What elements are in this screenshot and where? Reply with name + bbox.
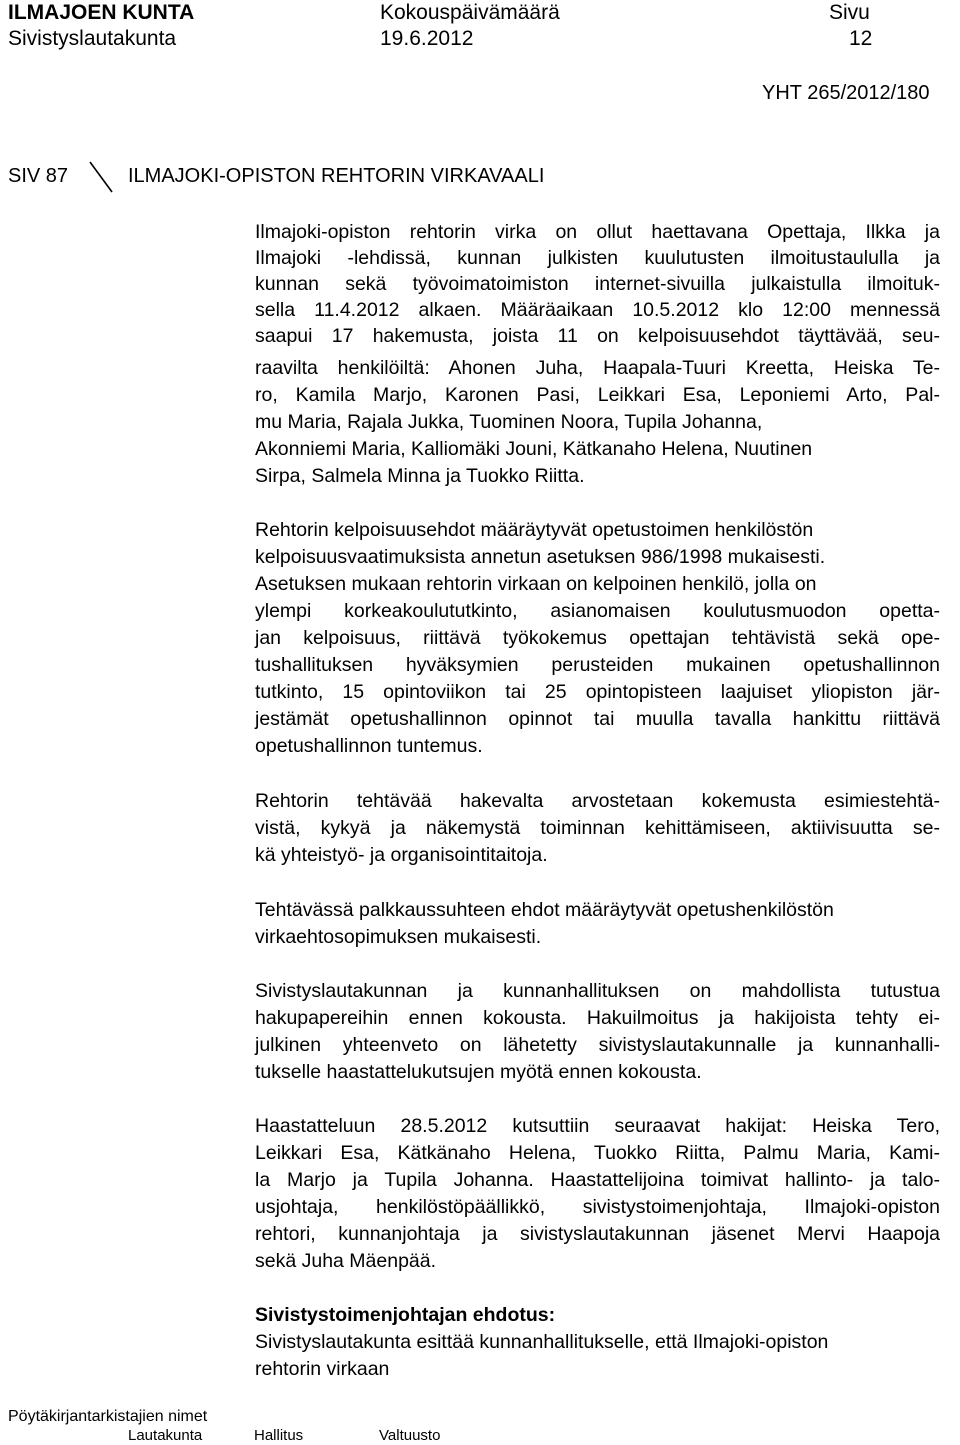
text-line: Ilmajoki-opiston rehtorin virka on ollut haettavana Opettaja, Ilkka ja <box>255 221 940 243</box>
text-line: sekä Juha Mäenpää. <box>255 1250 437 1272</box>
footer-label: Pöytäkirjantarkistajien nimet <box>8 1408 208 1425</box>
text-line: Rehtorin kelpoisuusehdot määräytyvät opetustoimen henkilöstön <box>255 519 814 541</box>
text-line: virkaehtosopimuksen mukaisesti. <box>255 926 542 948</box>
text-line: Haastatteluun 28.5.2012 kutsuttiin seuraavat hakijat: Heiska Tero, <box>255 1115 940 1137</box>
text-line: tukselle haastattelukutsujen myötä ennen kokousta. <box>255 1061 702 1083</box>
footer-col-board: Hallitus <box>254 1427 304 1444</box>
text-line: la Marjo ja Tupila Johanna. Haastattelijoina toimivat hallinto- ja talo- <box>255 1169 940 1191</box>
meeting-date-label: Kokouspäivämäärä <box>380 1 560 24</box>
committee-name: Sivistyslautakunta <box>8 27 177 50</box>
text-line: julkinen yhteenveto on lähetetty sivistyslautakunnalle ja kunnanhalli- <box>255 1034 940 1056</box>
text-line: Asetuksen mukaan rehtorin virkaan on kelpoinen henkilö, jolla on <box>255 573 817 595</box>
text-line: Akonniemi Maria, Kalliomäki Jouni, Kätkanaho Helena, Nuutinen <box>255 438 813 460</box>
text-line: opetushallinnon tuntemus. <box>255 735 483 757</box>
text-line: saapui 17 hakemusta, joista 11 on kelpoisuusehdot täyttävää, seu- <box>255 325 940 347</box>
text-line: Sivistyslautakunnan ja kunnanhallituksen on mahdollista tutustua <box>255 980 940 1002</box>
text-line: Rehtorin tehtävää hakevalta arvostetaan kokemusta esimiestehtä- <box>255 790 940 812</box>
text-line: mu Maria, Rajala Jukka, Tuominen Noora, Tupila Johanna, <box>255 411 763 433</box>
text-line: Sirpa, Salmela Minna ja Tuokko Riitta. <box>255 465 585 487</box>
section-number: SIV 87 <box>8 165 69 187</box>
section-sign-icon <box>88 160 114 194</box>
text-line: tutkinto, 15 opintoviikon tai 25 opintopisteen laajuiset yliopiston jär- <box>255 681 940 703</box>
text-line: Ilmajoki -lehdissä, kunnan julkisten kuulutusten ilmoitustaululla ja <box>255 247 940 269</box>
text-line: jan kelpoisuus, riittävä työkokemus opettajan tehtävistä sekä ope- <box>255 627 940 649</box>
text-line: usjohtaja, henkilöstöpäällikkö, sivistystoimenjohtaja, Ilmajoki-opiston <box>255 1196 940 1218</box>
text-line: sella 11.4.2012 alkaen. Määräaikaan 10.5.2012 klo 12:00 mennessä <box>255 299 940 321</box>
text-line: Tehtävässä palkkaussuhteen ehdot määräytyvät opetushenkilöstön <box>255 899 834 921</box>
text-line: rehtorin virkaan <box>255 1358 390 1380</box>
footer-col-council: Valtuusto <box>379 1427 441 1444</box>
page-label: Sivu <box>829 1 870 24</box>
text-line: ro, Kamila Marjo, Karonen Pasi, Leikkari Esa, Leponiemi Arto, Pal- <box>255 384 940 406</box>
footer-col-committee: Lautakunta <box>128 1427 203 1444</box>
text-line: kä yhteistyö- ja organisointitaitoja. <box>255 844 548 866</box>
text-line: Sivistyslautakunta esittää kunnanhallitukselle, että Ilmajoki-opiston <box>255 1331 829 1353</box>
case-id: YHT 265/2012/180 <box>762 82 930 104</box>
text-line: raavilta henkilöiltä: Ahonen Juha, Haapala-Tuuri Kreetta, Heiska Te- <box>255 357 940 379</box>
section-title: ILMAJOKI-OPISTON REHTORIN VIRKAVAALI <box>128 165 545 187</box>
text-line: Leikkari Esa, Kätkänaho Helena, Tuokko Riitta, Palmu Maria, Kami- <box>255 1142 940 1164</box>
page-number: 12 <box>849 27 873 50</box>
text-line: jestämät opetushallinnon opinnot tai muulla tavalla hankittu riittävä <box>255 708 940 730</box>
text-line: ylempi korkeakoulututkinto, asianomaisen koulutusmuodon opetta- <box>255 600 940 622</box>
meeting-date: 19.6.2012 <box>380 27 474 50</box>
text-line: tushallituksen hyväksymien perusteiden mukainen opetushallinnon <box>255 654 940 676</box>
municipality-name: ILMAJOEN KUNTA <box>8 1 195 24</box>
text-line: vistä, kykyä ja näkemystä toiminnan kehittämiseen, aktiivisuutta se- <box>255 817 940 839</box>
text-line: kelpoisuusvaatimuksista annetun asetuksen 986/1998 mukaisesti. <box>255 546 826 568</box>
proposal-heading: Sivistystoimenjohtajan ehdotus: <box>255 1304 556 1326</box>
text-line: hakupapereihin ennen kokousta. Hakuilmoitus ja hakijoista tehty ei- <box>255 1007 940 1029</box>
text-line: rehtori, kunnanjohtaja ja sivistyslautakunnan jäsenet Mervi Haapoja <box>255 1223 940 1245</box>
text-line: kunnan sekä työvoimatoimiston internet-sivuilla julkaistulla ilmoituk- <box>255 273 940 295</box>
